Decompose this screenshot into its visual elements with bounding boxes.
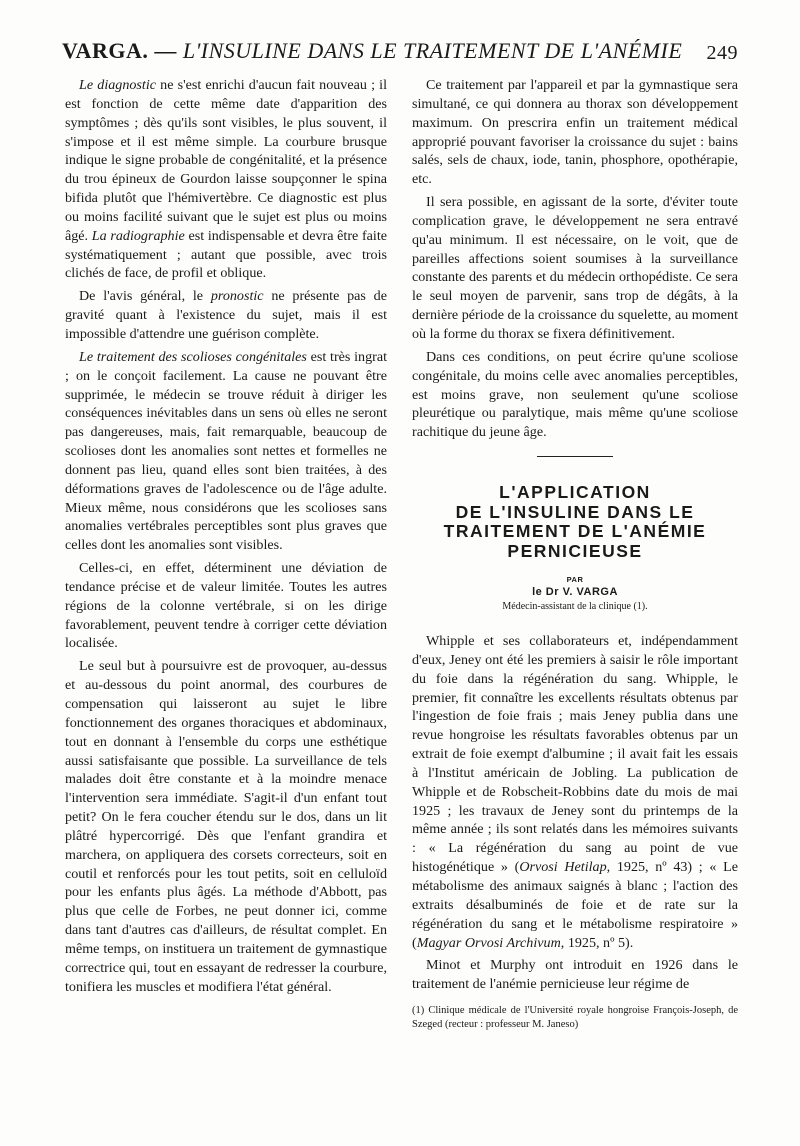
header-author: VARGA. — — [62, 38, 177, 63]
article-title-line: L'APPLICATION — [499, 482, 651, 503]
right-column — [412, 76, 738, 1032]
paragraph-text: , 1925, nº 5). — [560, 934, 634, 951]
term-radiographie: La radiographie — [91, 227, 185, 244]
author-affiliation: Médecin-assistant de la clinique (1). — [502, 601, 648, 613]
term-diagnostic: Le diagnostic — [79, 77, 156, 93]
running-header — [62, 38, 738, 70]
paragraph-text: , 1925, nº 43) ; « Le métabolisme des animaux saignés à blanc ; l'action des extraits désalbuminés de foie et de rate sur la régénération du sang et le métabolisme respiratoire » ( — [412, 859, 739, 951]
paragraph-text: ne présente pas de gravité quant à l'existence du sujet, mais il est impossible d'attendre une guérison complète. — [65, 288, 387, 342]
paragraph-text: De l'avis général, le — [79, 288, 211, 305]
article-title-line: DE L'INSULINE DANS LE — [455, 501, 695, 522]
paragraph-text: est très ingrat ; on le conçoit facilement. La cause ne pouvant être supprimée, le médecin se trouve réduit à diriger les conséquences inévitables dans un sens où elles ne seront pas dangereuses, mais, fait remarquable, beaucoup de scolioses dont les anomalies sont nettes et formelles ne donnent pas lieu, quand elles sont bien traitées, à des déformations graves de l'adolescence ou de l'âge adulte. Mieux même, nous considérons que les scolioses sans anomalies vertébrales perceptibles sont plus graves que celles dont les anomalies sont visibles. — [65, 348, 388, 554]
paragraph-conditions: Dans ces conditions, on peut écrire qu'une scoliose congénitale, du moins celle avec anomalies perceptibles, est moins grave, non seulement qu'une scoliose pleurétique ou paralytique, mais même qu'une scoliose rachitique du jeune âge. — [412, 348, 738, 441]
paragraph-seul-but: Le seul but à poursuivre est de provoquer, au-dessus et au-dessous du point anormal, des courbures de compensation qui laisseront au sujet le libre fonctionnement des organes thoraciques et abdominaux, tout en donnant à l'ensemble du corps une esthétique aussi satisfaisante que possible. La surveillance de tels malades doit être constante et à la moindre menace l'intervention sera immédiate. S'agit-il d'un enfant tout petit? On le fera coucher étendu sur le dos, dans un lit plâtré hypercorrigé. Dès que l'enfant grandira et marchera, on appliquera des corsets correcteurs, soit en coutil et renforcés pour les tout petits, soit en celluloïd pour les enfants plus âgés. La méthode d'Abbott, pas plus que celle de Forbes, ne peut donner ici, comme dans tant d'autres cas d'ailleurs, de résultat complet. En même temps, on instituera un traitement de gymnastique correctrice qui, tout en essayant de redresser la courbure, tonifiera les muscles et modifiera l'état général. — [65, 658, 387, 995]
paragraph-text: Whipple et ses collaborateurs et, indépendamment d'eux, Jeney ont été les premiers à saisir le rôle important du foie dans la régénération du sang. Whipple, le premier, fit connaître les excellents résultats obtenus par l'ingestion de foie frais ; mais Jeney publia dans une revue hongroise les résultats favorables obtenus par un extrait de foie exempt d'albumine ; il avait fait les essais à l'Institut américain de Jobling. La publication de Whipple et de Robscheit-Robbins date du mois de mai 1925 ; les travaux de Jeney sont du printemps de la même année ; ils sont relatés dans les mémoires suivants : « La régénération du sang au point de vue histogénétique » ( — [412, 633, 738, 876]
paragraph-whipple — [412, 632, 738, 952]
paragraph-minot: Minot et Murphy ont introduit en 1926 dans le traitement de l'anémie pernicieuse leur régime de — [412, 957, 738, 993]
paragraph-appareil: Ce traitement par l'appareil et par la gymnastique sera simultané, ce qui donnera au thorax son développement maximum. On prescrira enfin un traitement médical approprié pouvant favoriser la croissance du sujet : bains salés, sels de chaux, iode, tanin, phosphore, opothérapie, etc. — [412, 77, 738, 188]
article-title-line: TRAITEMENT DE L'ANÉMIE — [443, 521, 707, 542]
paragraph-deviation: Celles-ci, en effet, déterminent une déviation de tendance précise et de valeur limitée. Toutes les autres régions de la colonne vertébrale, si on les dirige favorablement, peuvent tendre à corriger cette déviation localisée. — [65, 560, 387, 652]
journal-reference: Orvosi Hetilap — [519, 859, 607, 876]
par-label: PAR — [566, 575, 584, 585]
paragraph-pronostic — [65, 287, 387, 344]
author-byline: le Dr V. VARGA — [532, 586, 618, 599]
footnote: (1) Clinique médicale de l'Université royale hongroise François-Joseph, de Szeged (recteur : professeur M. Janeso) — [412, 1005, 738, 1031]
article-title-line: PERNICIEUSE — [507, 540, 643, 561]
term-pronostic: pronostic — [210, 288, 264, 305]
header-title: L'INSULINE DANS LE TRAITEMENT DE L'ANÉMIE — [182, 38, 683, 63]
article-title — [412, 483, 738, 561]
paragraph-text: ne s'est enrichi d'aucun fait nouveau ; il est fonction de cette même date d'apparition des symptômes ; dès qu'ils sont visibles, le plus souvent, il s'impose et il est même simple. La courbure brusque indique le signe probable de congénitalité, et la présence du trou épineux de Gourdon laisse soupçonner le spina bifida plutôt que l'hémivertèbre. Ce diagnostic est plus ou moins facilité suivant que le sujet est plus ou moins âgé. — [65, 77, 388, 244]
paragraph-traitement — [65, 348, 387, 555]
paragraph-complication: Il sera possible, en agissant de la sorte, d'éviter toute complication grave, le développement ne sera entravé qu'au minimum. Il est nécessaire, on le voit, que de pareilles affections soient soumises à la surveillance constante des parents et du médecin orthopédiste. Ce sera le seul moyen de parvenir, sans trop de dégâts, à la dernière période de la croissance du squelette, au moment où la forme du thorax se fixera définitivement. — [412, 194, 738, 342]
journal-reference: Magyar Orvosi Archivum — [416, 934, 561, 951]
section-divider — [537, 456, 613, 457]
term-traitement: Le traitement des scolioses congénitales — [79, 348, 307, 365]
paragraph-diagnostic — [65, 76, 387, 283]
paragraph-text: est indispensable et devra être faite systématiquement ; autant que possible, avec trois clichés de face, de profil et oblique. — [65, 227, 388, 282]
left-column — [65, 76, 387, 997]
page-number: 249 — [706, 42, 738, 64]
